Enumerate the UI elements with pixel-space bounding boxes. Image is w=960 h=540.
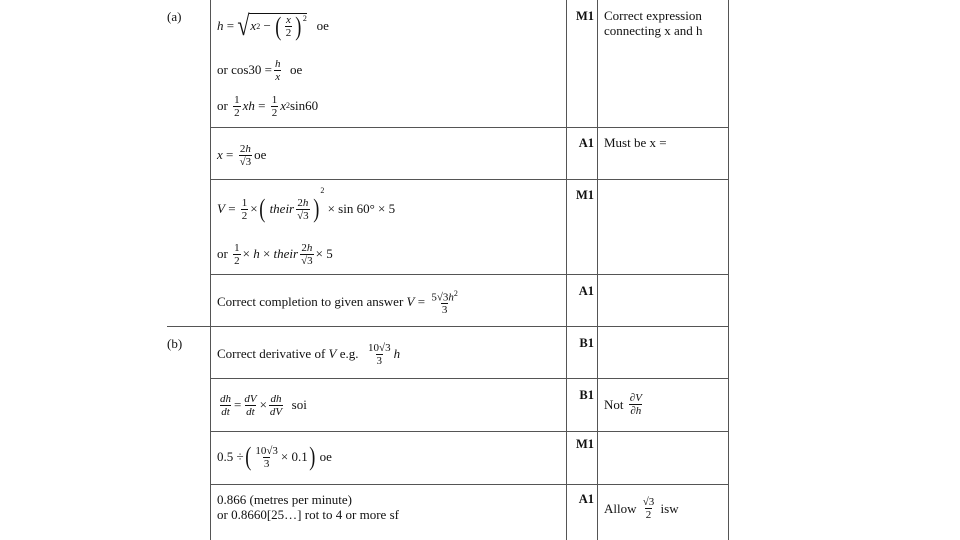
or-label: or xyxy=(217,245,228,261)
soi-label: soi xyxy=(291,396,307,412)
row1-working xyxy=(217,6,329,122)
mark-row3: M1 xyxy=(575,188,594,202)
equation-cosine: or cos30 = $\frac{h}{x}$ oe xyxy=(217,57,303,83)
not-label: Not xyxy=(604,396,624,412)
completion-text: Correct completion to given answer xyxy=(217,293,404,309)
equation-area: or $\frac{1}{2}$ xh = $\frac{1}{2}$ x 2 sin60 xyxy=(217,93,319,119)
mark-row6: B1 xyxy=(579,388,594,402)
row-divider xyxy=(210,127,729,128)
rate-calculation: 0.5 ÷ ( $\frac{10√3}{3}$ × 0.1 ) oe xyxy=(217,442,332,471)
mark-row4: A1 xyxy=(578,284,594,298)
part-label-b: (b) xyxy=(167,336,183,351)
oe-label: oe xyxy=(316,17,329,33)
mark-row8: A1 xyxy=(578,492,594,506)
row5-working xyxy=(217,336,400,372)
cos-prefix: or cos30 = xyxy=(217,61,272,77)
equation-x: x = $\frac{2h}{√3}$ oe xyxy=(217,142,267,168)
row4-working xyxy=(217,284,461,320)
oe-label: oe xyxy=(290,61,303,77)
row3-working xyxy=(217,186,395,274)
row-divider xyxy=(210,431,729,432)
times-point-one: × 0.1 xyxy=(280,448,308,464)
final-answer: 0.866 (metres per minute) xyxy=(217,492,353,507)
column-divider-2 xyxy=(566,0,567,540)
row-divider xyxy=(210,274,729,275)
column-divider-1 xyxy=(210,0,211,540)
equation-volume-alt: or $\frac{1}{2}$ × h × their $\frac{2h}{√3}$ × 5 xyxy=(217,241,333,267)
derivative-text: Correct derivative of xyxy=(217,345,326,361)
column-divider-4 xyxy=(728,0,729,540)
eg-label: e.g. xyxy=(339,345,359,361)
row-divider xyxy=(167,326,729,327)
derivative: Correct derivative of V e.g. $\frac{10√3}{3}$ h xyxy=(217,341,401,367)
row-divider xyxy=(210,484,729,485)
row2-working xyxy=(217,136,266,174)
division-lead: 0.5 ÷ xyxy=(217,448,244,464)
row-divider xyxy=(210,179,729,180)
allow-label: Allow xyxy=(604,500,637,516)
final-answer-alt: or 0.8660[25…] rot to 4 or more sf xyxy=(217,507,399,522)
isw-label: isw xyxy=(660,500,679,516)
mark-row1: M1 xyxy=(575,9,594,23)
note-row1: Correct expression connecting x and h xyxy=(604,8,703,38)
note-row8: Allow $\frac{√3}{2}$ isw xyxy=(604,495,679,521)
given-answer: Correct completion to given answer V = $\frac{5√3h^2}{3}$ xyxy=(217,288,458,317)
column-divider-3 xyxy=(597,0,598,540)
mark-row5: B1 xyxy=(579,336,594,350)
mark-row2: A1 xyxy=(578,136,594,150)
row8-working xyxy=(217,492,399,522)
note-row2: Must be x = xyxy=(604,135,667,150)
their-label: their xyxy=(273,245,299,261)
oe-label: oe xyxy=(319,448,332,464)
or-label: or xyxy=(217,97,228,113)
equation-pythagoras: h = √ x 2 − ( $\frac{x}{2}$ ) $^2$ oe xyxy=(217,9,329,42)
oe-label: oe xyxy=(254,146,267,162)
sin-term: × sin 60° × 5 xyxy=(327,200,396,216)
times-five: × 5 xyxy=(315,245,333,261)
note-row6: Not $\frac{\partial V}{\partial h}$ xyxy=(604,391,642,417)
their-label: their xyxy=(269,200,295,216)
part-label-a: (a) xyxy=(167,9,182,24)
equation-volume: V = $\frac{1}{2}$ × ( their $\frac{2h}{√3}$ ) 2 × sin 60° × 5 xyxy=(217,186,396,223)
sin-label: sin60 xyxy=(290,97,319,113)
chain-rule: $\frac{dh}{dt}$ = $\frac{dV}{dt}$ × $\frac{dh}{dV}$ soi xyxy=(220,392,307,418)
mark-row7: M1 xyxy=(575,437,594,451)
row6-working xyxy=(217,388,307,422)
row7-working xyxy=(217,437,332,477)
row-divider xyxy=(210,378,729,379)
